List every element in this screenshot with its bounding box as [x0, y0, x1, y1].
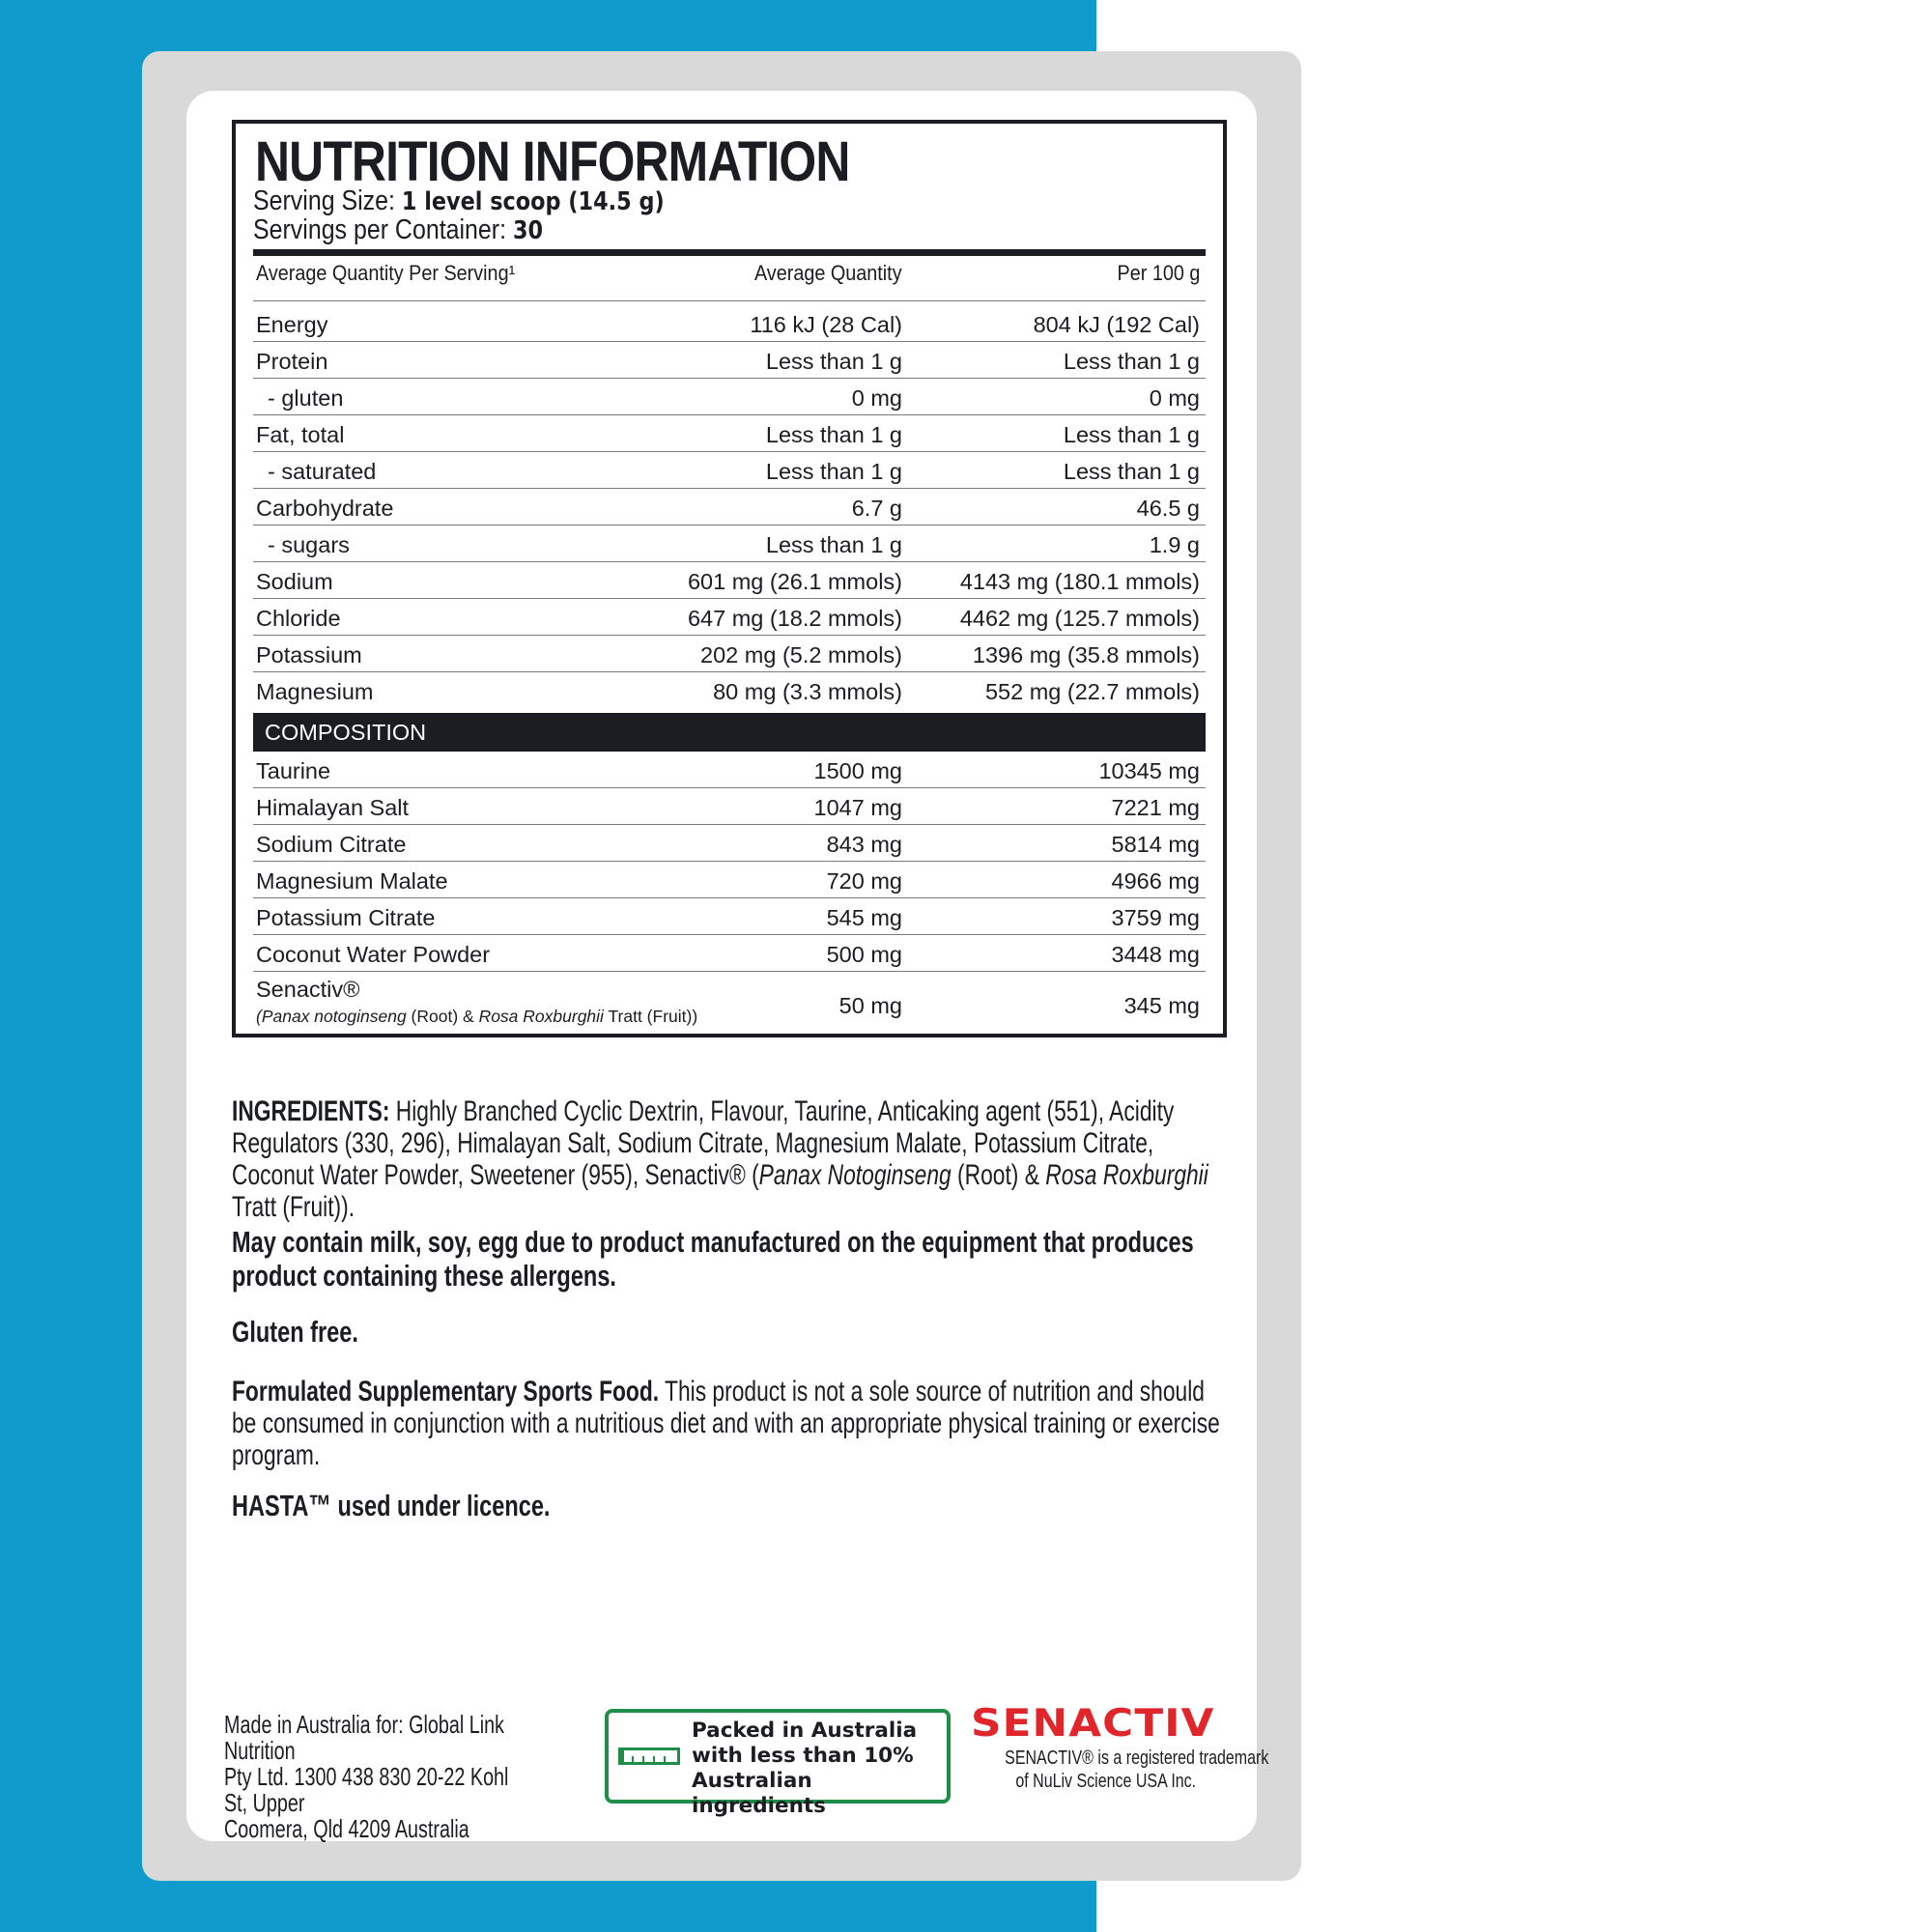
table-row: Taurine 1500 mg 10345 mg [253, 752, 1206, 788]
country-of-origin-label: Packed in Australia with less than 10% Australian ingredients [605, 1709, 951, 1804]
header-col1: Average Quantity Per Serving¹ [256, 261, 516, 285]
australian-content-bar-icon [618, 1747, 680, 1765]
composition-header: COMPOSITION [253, 713, 1206, 752]
table-row: - saturated Less than 1 g Less than 1 g [253, 452, 1206, 489]
gluten-free: Gluten free. [232, 1315, 358, 1349]
table-row-senactiv: Senactiv® (Panax notoginseng (Root) & Rosa Roxburghii Tratt (Fruit)) 50 mg 345 mg [256, 977, 1200, 1026]
table-row: Protein Less than 1 g Less than 1 g [253, 342, 1206, 379]
allergen-statement: May contain milk, soy, egg due to product manufactured on the equipment that produces product containing these allergens. [232, 1225, 1194, 1293]
header-col3: Per 100 g [1117, 261, 1200, 285]
trademark-note: SENACTIV® is a registered trademark of NuLiv Science USA Inc. [1005, 1747, 1269, 1792]
table-row: Magnesium 80 mg (3.3 mmols) 552 mg (22.7 mmols) [256, 679, 1200, 704]
senactiv-botanicals: (Panax notoginseng (Root) & Rosa Roxburghii Tratt (Fruit)) [256, 1007, 698, 1026]
nutrition-title: NUTRITION INFORMATION [255, 130, 850, 193]
table-row: Potassium Citrate 545 mg 3759 mg [253, 898, 1206, 935]
table-row: Sodium 601 mg (26.1 mmols) 4143 mg (180.1 mmols) [253, 562, 1206, 599]
table-header [253, 257, 1206, 301]
table-row: Magnesium Malate 720 mg 4966 mg [253, 862, 1206, 898]
nutrition-panel [232, 120, 1227, 1037]
header-col2: Average Quantity [754, 261, 902, 285]
serving-size: Serving Size: 1 level scoop (14.5 g) [253, 185, 665, 216]
table-row: Energy 116 kJ (28 Cal) 804 kJ (192 Cal) [253, 305, 1206, 342]
sports-food-statement: Formulated Supplementary Sports Food. This product is not a sole source of nutrition and should be consumed in conjunction with a nutritious diet and with an appropriate physical training or exercise program. [232, 1376, 1220, 1471]
table-row: Fat, total Less than 1 g Less than 1 g [253, 415, 1206, 452]
ingredients: INGREDIENTS: Highly Branched Cyclic Dextrin, Flavour, Taurine, Anticaking agent (551), Acidity Regulators (330, 296), Himalayan Salt, Sodium Citrate, Magnesium Malate, Potassium Citrate, Coconut Water Powder, Sweetener (955), Senactiv® (Panax Notoginseng (Root) & Rosa Roxburghii Tratt (Fruit)). [232, 1095, 1208, 1223]
table-row: Potassium 202 mg (5.2 mmols) 1396 mg (35.8 mmols) [253, 636, 1206, 672]
table-row: - sugars Less than 1 g 1.9 g [253, 526, 1206, 562]
senactiv-logo: SENACTIV [971, 1702, 1215, 1743]
thick-divider [253, 249, 1206, 256]
table-row: Himalayan Salt 1047 mg 7221 mg [253, 788, 1206, 825]
table-row: Coconut Water Powder 500 mg 3448 mg [253, 935, 1206, 972]
servings-per-container: Servings per Container: 30 [253, 214, 544, 245]
manufacturer-info: Made in Australia for: Global Link Nutrition Pty Ltd. 1300 438 830 20-22 Kohl St, Upper Coomera, Qld 4209 Australia [224, 1710, 509, 1843]
hasta-licence: HASTA™ used under licence. [232, 1489, 551, 1522]
table-row: - gluten 0 mg 0 mg [253, 379, 1206, 415]
table-row: Carbohydrate 6.7 g 46.5 g [253, 489, 1206, 526]
table-row: Sodium Citrate 843 mg 5814 mg [253, 825, 1206, 862]
table-row: Chloride 647 mg (18.2 mmols) 4462 mg (125.7 mmols) [253, 599, 1206, 636]
